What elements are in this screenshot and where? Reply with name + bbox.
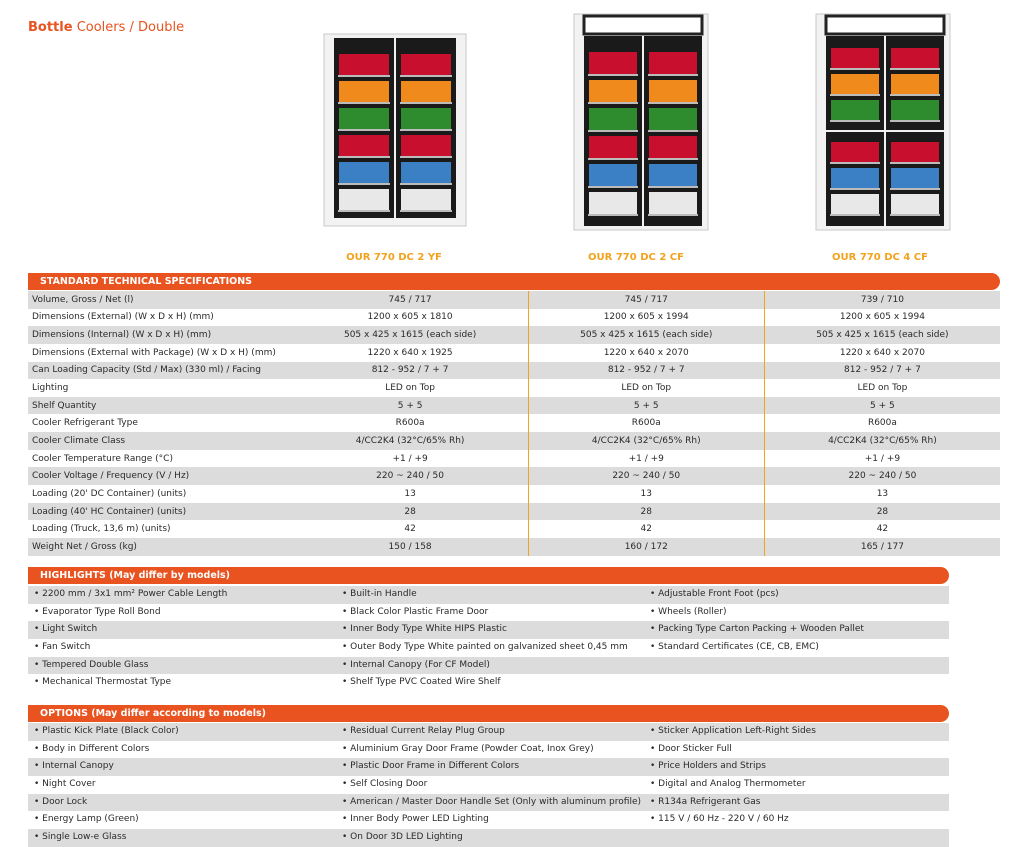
spec-value: +1 / +9 [528, 450, 764, 468]
highlight-item: • Fan Switch [34, 642, 91, 653]
option-row [28, 723, 949, 741]
shelf-products [831, 100, 879, 120]
spec-label: Lighting [28, 379, 293, 397]
shelf [338, 129, 390, 131]
shelf-products [649, 136, 697, 158]
shelf-products [339, 108, 389, 129]
shelf [648, 130, 698, 132]
spec-value: 42 [764, 520, 1000, 538]
shelf [400, 102, 452, 104]
spec-value: +1 / +9 [293, 450, 529, 468]
spec-row [28, 362, 1000, 380]
spec-label: Can Loading Capacity (Std / Max) (330 ml) / Facing [28, 362, 293, 380]
shelf [400, 129, 452, 131]
shelf-products [649, 192, 697, 214]
highlight-item: • Tempered Double Glass [34, 659, 149, 670]
spec-row [28, 520, 1000, 538]
option-item: • Sticker Application Left-Right Sides [650, 726, 816, 736]
option-item: • Body in Different Colors [34, 743, 150, 754]
shelf [400, 75, 452, 77]
shelf-products [339, 54, 389, 75]
option-item: • Internal Canopy [34, 761, 114, 772]
spec-label: Volume, Gross / Net (l) [28, 291, 293, 309]
spec-value: 1200 x 605 x 1994 [764, 309, 1000, 327]
spec-value: 4/CC2K4 (32°C/65% Rh) [293, 432, 529, 450]
spec-value: 1220 x 640 x 2070 [528, 344, 764, 362]
highlight-item: • 2200 mm / 3x1 mm² Power Cable Length [34, 589, 228, 599]
spec-value: 42 [528, 520, 764, 538]
option-item: • Energy Lamp (Green) [34, 814, 139, 825]
highlight-item: • Adjustable Front Foot (pcs) [650, 589, 779, 599]
spec-row [28, 309, 1000, 327]
spec-label: Cooler Climate Class [28, 432, 293, 450]
option-item: • Residual Current Relay Plug Group [342, 726, 505, 736]
highlight-item: • Black Color Plastic Frame Door [342, 606, 489, 617]
spec-value: +1 / +9 [764, 450, 1000, 468]
shelf-products [649, 52, 697, 74]
shelf-products [831, 194, 879, 214]
option-row [28, 829, 949, 847]
spec-row [28, 467, 1000, 485]
spec-label: Loading (40' HC Container) (units) [28, 503, 293, 521]
highlight-item: • Standard Certificates (CE, CB, EMC) [650, 642, 819, 653]
model-name-1: OUR 770 DC 2 YF [346, 252, 442, 263]
spec-row [28, 397, 1000, 415]
shelf [890, 120, 940, 122]
shelf [648, 214, 698, 216]
shelf-products [891, 142, 939, 162]
option-item: • Inner Body Power LED Lighting [342, 814, 489, 825]
highlights-list [28, 586, 949, 692]
shelf [648, 102, 698, 104]
option-item: • Single Low-e Glass [34, 832, 127, 843]
shelf [338, 183, 390, 185]
shelf [400, 183, 452, 185]
spec-label: Shelf Quantity [28, 397, 293, 415]
shelf-products [891, 168, 939, 188]
shelf-products [649, 164, 697, 186]
shelf [588, 102, 638, 104]
shelf-products [401, 162, 451, 183]
highlight-item: • Internal Canopy (For CF Model) [342, 659, 490, 670]
page-title [28, 20, 184, 35]
options-heading: OPTIONS (May differ according to models) [28, 705, 949, 722]
shelf [648, 74, 698, 76]
shelf [830, 162, 880, 164]
spec-value: LED on Top [764, 379, 1000, 397]
shelf [338, 75, 390, 77]
option-item: • American / Master Door Handle Set (Only with aluminum profile) [342, 796, 641, 807]
spec-value: 165 / 177 [764, 538, 1000, 556]
shelf-products [589, 52, 637, 74]
spec-label: Dimensions (External with Package) (W x D x H) (mm) [28, 344, 293, 362]
shelf [830, 188, 880, 190]
spec-value: LED on Top [293, 379, 529, 397]
shelf-products [401, 135, 451, 156]
spec-value: 28 [293, 503, 529, 521]
spec-value: 739 / 710 [764, 291, 1000, 309]
shelf [400, 210, 452, 212]
shelf-products [831, 74, 879, 94]
option-item: • Door Lock [34, 796, 88, 807]
spec-row [28, 485, 1000, 503]
highlight-row [28, 586, 949, 604]
option-item: • Night Cover [34, 779, 96, 790]
shelf [588, 130, 638, 132]
highlight-item: • Outer Body Type White painted on galvanized sheet 0,45 mm [342, 642, 628, 653]
spec-row [28, 432, 1000, 450]
shelf [588, 214, 638, 216]
highlight-item [644, 657, 949, 675]
spec-value: 42 [293, 520, 529, 538]
title-rest: Coolers / Double [76, 20, 185, 35]
spec-value: 1200 x 605 x 1994 [528, 309, 764, 327]
spec-row [28, 344, 1000, 362]
spec-value: 150 / 158 [293, 538, 529, 556]
shelf-products [589, 108, 637, 130]
shelf [890, 162, 940, 164]
option-item: • Digital and Analog Thermometer [650, 779, 806, 790]
highlight-item: • Packing Type Carton Packing + Wooden Pallet [650, 624, 864, 635]
shelf-products [831, 48, 879, 68]
shelf [890, 68, 940, 70]
model-name-3: OUR 770 DC 4 CF [832, 252, 928, 263]
shelf-products [891, 100, 939, 120]
shelf-products [891, 48, 939, 68]
shelf-products [401, 108, 451, 129]
shelf [648, 158, 698, 160]
spec-value: 505 x 425 x 1615 (each side) [528, 326, 764, 344]
option-item: • Plastic Kick Plate (Black Color) [34, 726, 179, 736]
spec-value: 505 x 425 x 1615 (each side) [293, 326, 529, 344]
spec-value: 13 [764, 485, 1000, 503]
fridge-image-3 [812, 12, 954, 232]
spec-value: 4/CC2K4 (32°C/65% Rh) [528, 432, 764, 450]
highlight-row [28, 639, 949, 657]
spec-value: 1220 x 640 x 1925 [293, 344, 529, 362]
option-item: • Self Closing Door [342, 779, 428, 790]
shelf-products [891, 194, 939, 214]
shelf [830, 68, 880, 70]
spec-label: Dimensions (External) (W x D x H) (mm) [28, 309, 293, 327]
shelf-products [339, 162, 389, 183]
spec-row [28, 379, 1000, 397]
spec-row [28, 291, 1000, 309]
highlight-row [28, 621, 949, 639]
spec-value: 160 / 172 [528, 538, 764, 556]
shelf [890, 214, 940, 216]
shelf [588, 158, 638, 160]
spec-value: 745 / 717 [293, 291, 529, 309]
spec-row [28, 326, 1000, 344]
fridge-image-1 [322, 30, 468, 230]
highlight-row [28, 657, 949, 675]
spec-value: 220 ~ 240 / 50 [764, 467, 1000, 485]
specs-table [28, 291, 1000, 556]
shelf-products [339, 189, 389, 210]
highlight-item: • Shelf Type PVC Coated Wire Shelf [342, 677, 501, 688]
shelf-products [401, 54, 451, 75]
shelf [588, 186, 638, 188]
spec-value: 1220 x 640 x 2070 [764, 344, 1000, 362]
spec-label: Loading (20' DC Container) (units) [28, 485, 293, 503]
spec-value: R600a [528, 414, 764, 432]
spec-value: R600a [293, 414, 529, 432]
option-item: • 115 V / 60 Hz - 220 V / 60 Hz [650, 814, 789, 825]
spec-row [28, 414, 1000, 432]
shelf-products [649, 108, 697, 130]
highlight-row [28, 674, 949, 692]
spec-row [28, 503, 1000, 521]
shelf [830, 214, 880, 216]
spec-value: 812 - 952 / 7 + 7 [293, 362, 529, 380]
shelf [588, 74, 638, 76]
shelf-products [831, 168, 879, 188]
spec-value: 5 + 5 [764, 397, 1000, 415]
spec-value: 13 [528, 485, 764, 503]
highlight-item: • Built-in Handle [342, 589, 417, 599]
spec-value: 1200 x 605 x 1810 [293, 309, 529, 327]
option-item: • Price Holders and Strips [650, 761, 766, 772]
spec-label: Cooler Voltage / Frequency (V / Hz) [28, 467, 293, 485]
option-item: • Aluminium Gray Door Frame (Powder Coat, Inox Grey) [342, 743, 594, 754]
spec-value: 13 [293, 485, 529, 503]
fridge-image-2 [570, 12, 712, 232]
shelf [890, 94, 940, 96]
shelf [648, 186, 698, 188]
shelf-products [589, 192, 637, 214]
highlight-item: • Mechanical Thermostat Type [34, 677, 172, 688]
spec-label: Loading (Truck, 13,6 m) (units) [28, 520, 293, 538]
shelf-products [589, 80, 637, 102]
option-row [28, 758, 949, 776]
specs-heading: STANDARD TECHNICAL SPECIFICATIONS [28, 273, 1000, 290]
shelf-products [339, 135, 389, 156]
spec-label: Cooler Temperature Range (°C) [28, 450, 293, 468]
shelf-products [589, 164, 637, 186]
spec-value: LED on Top [528, 379, 764, 397]
highlight-item: • Light Switch [34, 624, 98, 635]
highlight-row [28, 604, 949, 622]
highlight-item: • Inner Body Type White HIPS Plastic [342, 624, 508, 635]
shelf-products [831, 142, 879, 162]
spec-value: 505 x 425 x 1615 (each side) [764, 326, 1000, 344]
shelf [890, 188, 940, 190]
option-item [644, 829, 949, 847]
model-name-2: OUR 770 DC 2 CF [588, 252, 684, 263]
spec-value: 5 + 5 [293, 397, 529, 415]
highlight-item: • Wheels (Roller) [650, 606, 727, 617]
spec-value: 745 / 717 [528, 291, 764, 309]
spec-value: 4/CC2K4 (32°C/65% Rh) [764, 432, 1000, 450]
spec-label: Cooler Refrigerant Type [28, 414, 293, 432]
shelf-products [401, 189, 451, 210]
spec-value: 812 - 952 / 7 + 7 [528, 362, 764, 380]
option-row [28, 794, 949, 812]
option-item: • Door Sticker Full [650, 743, 732, 754]
spec-value: R600a [764, 414, 1000, 432]
spec-label: Weight Net / Gross (kg) [28, 538, 293, 556]
spec-value: 220 ~ 240 / 50 [528, 467, 764, 485]
spec-label: Dimensions (Internal) (W x D x H) (mm) [28, 326, 293, 344]
spec-row [28, 538, 1000, 556]
option-row [28, 811, 949, 829]
shelf [830, 120, 880, 122]
option-item: • On Door 3D LED Lighting [342, 832, 463, 843]
shelf-products [649, 80, 697, 102]
shelf [830, 94, 880, 96]
shelf [338, 102, 390, 104]
shelf [400, 156, 452, 158]
shelf-products [401, 81, 451, 102]
spec-value: 220 ~ 240 / 50 [293, 467, 529, 485]
option-row [28, 741, 949, 759]
spec-value: 812 - 952 / 7 + 7 [764, 362, 1000, 380]
highlight-item [644, 674, 949, 692]
shelf [338, 156, 390, 158]
highlights-heading: HIGHLIGHTS (May differ by models) [28, 567, 949, 584]
shelf [338, 210, 390, 212]
spec-value: 28 [764, 503, 1000, 521]
option-item: • Plastic Door Frame in Different Colors [342, 761, 520, 772]
highlight-item: • Evaporator Type Roll Bond [34, 606, 161, 617]
options-list [28, 723, 949, 847]
spec-row [28, 450, 1000, 468]
option-row [28, 776, 949, 794]
spec-value: 28 [528, 503, 764, 521]
shelf-products [891, 74, 939, 94]
shelf-products [339, 81, 389, 102]
spec-value: 5 + 5 [528, 397, 764, 415]
shelf-products [589, 136, 637, 158]
option-item: • R134a Refrigerant Gas [650, 796, 761, 807]
title-bold: Bottle [28, 20, 73, 35]
